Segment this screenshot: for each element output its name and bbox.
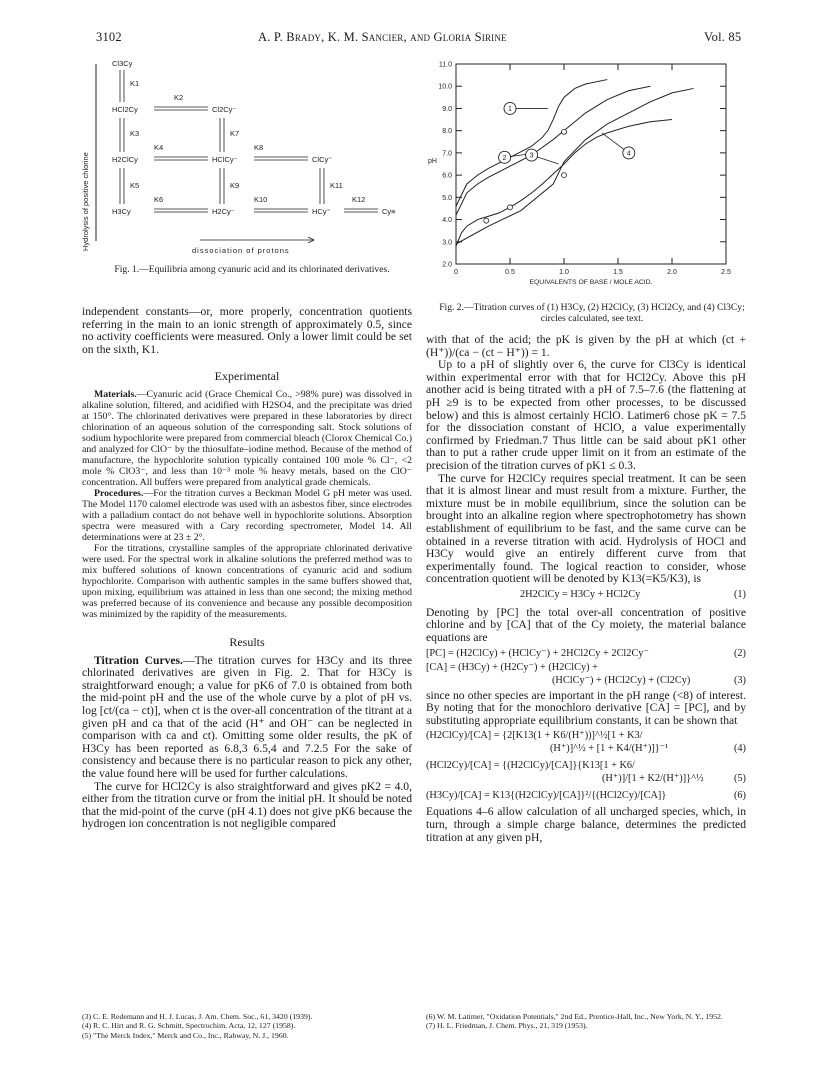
fig1-caption: Fig. 1.—Equilibria among cyanuric acid and its chlorinated derivatives. (114, 264, 390, 275)
k1: K1 (130, 79, 140, 88)
procedures-label: Procedures. (94, 487, 144, 499)
heading-results: Results (229, 634, 265, 649)
materials-text: —Cyanuric acid (Grace Chemical Co., >98% pure) was dissolved in alkaline solution, filtered, and acidified with H2SO4, and the precipitate was dried at 150°. The chlorinated derivatives were prepared in these laboratories by direct chlorination of an aqueous solution of the corresponding salt. Stock solutions of sodium hypochlorite were prepared from commercial bleach (Clorox Chemical Co.) and analyzed for ClO⁻ by the thiosulfate–iodine method. Because of the method of manufacture, the hypochlorite solution typically contained 100 mole % Cl⁻, <2 mole % ClO3⁻, and less than 10⁻³ mole % heavy metals, based on the ClO⁻ concentration. All buffers were prepared from analytical grade chemicals. (82, 388, 412, 488)
y-tick-label: 10.0 (438, 83, 452, 91)
right-footnotes (426, 1012, 746, 1031)
titrations-paragraph: For the titrations, crystalline samples of the appropriate chlorinated derivative were used. For the spectral work in alkaline solutions the preferred method was to mix buffered solutions of known concentrations of cyanuric acid and sodium hypochlorite. Comparison with authentic samples in the same buffers showed that, upon mixing, equilibrium was attained in less than one second; the mixing method was preferred because of its convenience and because any possible decomposition was minimized by the rapidity of the measurements. (82, 542, 412, 620)
right-p1: with that of the acid; the pK is given by the pH at which (ct + (H⁺))/(ca − (ct − H⁺)) = 1. (426, 333, 746, 359)
procedures-text: —For the titration curves a Beckman Model G pH meter was used. The Model 1170 calomel electrode was used with an asbestos fiber, since electrodes with a palladium contact do not behave well in hypochlorite solutions. Absorption spectra were measured with a Cary recording spectrometer, Model 14. All determinations were at 23 ± 2°. (82, 487, 412, 543)
y-tick-label: 7.0 (442, 150, 452, 158)
titration-curves-text: —The titration curves for H3Cy and its three chlorinated derivatives are given in Fig. 2. That for H3Cy is straightforward enough; a value for pK6 of 7.0 is obtained from both the mid-point pH and the use of the whole curve by a plot of pH vs. log [ct/(ca − ct)], when ct is the over-all concentration of the titrant at a given pH and ca that of the acid (H⁺ and OH⁻ can be neglected in comparison with ca and ct). Omitting some older results, the pK of H3Cy has been reported as 6.8,3 6.5,4 and 7.2.5 For the sake of consistency and because there is no particular reason to pick any other, the value found here will be used for further calculations. (82, 653, 412, 780)
hcl2cy-paragraph: The curve for HCl2Cy is also straightforward and gives pK2 = 4.0, either from the titration curve or from the initial pH. It should be noted that the mid-point of the curve (pH 4.1) does not give pK6 because the hydrogen ion concentration is not negligible compared (82, 779, 412, 831)
equation-5-line1: (HCl2Cy)/[CA] = {(H2ClCy)/[CA]}{K13[1 + K6/ (426, 760, 635, 772)
k10: K10 (254, 195, 268, 204)
x-tick-label: 1.0 (559, 269, 569, 276)
species-hclcy: HClCy⁻ (212, 155, 238, 164)
right-p3: The curve for H2ClCy requires special treatment. It can be seen that it is almost linear and must result from a mixture. Further, the mixture must be in mobile equilibrium, since the solution can be brought into an alkaline region where spectrophotometry has shown establishment of equilibrium to be fast, and the same curve can be obtained in a reverse titration with acid. Hydrolysis of HOCl and H3Cy would give an entirely different curve from that experimentally found. The logical reaction to consider, whose concentration quotient will be denoted by K13(=K5/K3), is (426, 471, 746, 586)
k9: K9 (230, 181, 240, 190)
curve-label-3: 3 (529, 152, 534, 160)
equation-5-number: (5) (733, 773, 746, 785)
curve-label-2: 2 (502, 154, 507, 162)
right-p2: Up to a pH of slightly over 6, the curve for Cl3Cy is identical within experimental error with that for HCl2Cy. Above this pH another acid is being titrated with a pH of 7.5–7.6 (the flattening at pH ≥9 is to be expected from other processes, to be discussed below) and this is almost certainly HClO. Latimer6 chose pK = 7.5 for the dissociation constant of HClO, a value experimentally confirmed by Friedman.7 Thus little can be said about pK1 other than to put a rather crude upper limit on it from an estimate of the precision of the titration curves of pK1 ≤ 0.3. (426, 358, 746, 472)
page-number: 3102 (96, 30, 122, 44)
footnote-3: (3) C. E. Redemann and H. J. Lucas, J. Am. Chem. Soc., 61, 3420 (1939). (82, 1012, 313, 1021)
k11: K11 (330, 181, 343, 190)
figure-1-diagram (82, 56, 412, 266)
footnote-5: (5) "The Merck Index," Merck and Co., Inc., Rahway, N. J., 1960. (82, 1030, 289, 1040)
x-tick-label: 0 (454, 269, 458, 276)
k12: K12 (352, 195, 366, 204)
fig2-caption: Fig. 2.—Titration curves of (1) H3Cy, (2) H2ClCy, (3) HCl2Cy, and (4) Cl3Cy; circles calculated, see text. (439, 302, 745, 324)
calculated-point (562, 129, 567, 134)
left-intro-paragraph: independent constants—or, more properly, concentration quotients referring in the main to an ionic strength of approximately 0.5, since no activity coefficients were measured. Only a lower limit could be set on the sixth, K1. (82, 305, 412, 356)
species-hcl2cy: HCl2Cy (112, 105, 138, 114)
right-p5: since no other species are important in the pH range (<8) of interest. By noting that for the monochloro derivative [CA] = [PC], and by substituting appropriate equilibrium constants, it can be shown that (426, 688, 746, 727)
equation-4-line1: (H2ClCy)/[CA] = {2[K13(1 + K6/(H⁺))]^½[1 + K3/ (426, 730, 643, 742)
calculated-point (484, 218, 489, 223)
species-cl3cy: Cl3Cy (112, 59, 133, 68)
calculated-point (508, 205, 513, 210)
equation-4-number: (4) (733, 743, 746, 755)
k8: K8 (254, 143, 264, 152)
y-tick-label: 2.0 (442, 261, 452, 269)
k2: K2 (174, 93, 184, 102)
k6: K6 (154, 195, 164, 204)
y-tick-label: 5.0 (442, 194, 452, 202)
curve-label-4: 4 (626, 150, 631, 158)
volume: Vol. 85 (704, 30, 742, 44)
k7: K7 (230, 129, 240, 138)
x-tick-label: 2.0 (667, 269, 677, 276)
left-footnotes (82, 1012, 412, 1040)
equation-2-number: (2) (733, 647, 746, 659)
species-clcy: ClCy⁼ (312, 155, 333, 164)
x-tick-label: 1.5 (613, 269, 623, 276)
equation-4-line2: (H⁺)]^½ + [1 + K4/(H⁺)]}⁻¹ (550, 743, 669, 755)
y-tick-label: 8.0 (442, 128, 452, 136)
k3: K3 (130, 129, 140, 138)
curve-1 (456, 80, 607, 207)
footnote-7: (7) H. L. Friedman, J. Chem. Phys., 21, 319 (1953). (426, 1021, 588, 1031)
y-tick-label: 4.0 (442, 217, 452, 225)
species-hcy: HCy⁼ (312, 207, 331, 216)
figure-2-chart (426, 56, 752, 296)
x-axis-label: EQUIVALENTS OF BASE / MOLE ACID. (529, 279, 653, 286)
right-p6: Equations 4–6 allow calculation of all uncharged species, which, in turn, through a simple charge balance, determines the predicted titration at any given pH, (426, 805, 746, 844)
running-authors: A. P. Brady, K. M. Sancier, and Gloria Sirine (258, 30, 507, 44)
curve-label-1: 1 (508, 105, 512, 113)
equation-3-line2: (HClCy⁻) + (HCl2Cy) + (Cl2Cy) (552, 674, 691, 686)
titration-curves-label: Titration Curves. (94, 653, 183, 667)
x-tick-label: 2.5 (721, 269, 731, 276)
k4: K4 (154, 143, 164, 152)
curve-3 (456, 120, 672, 247)
species-h3cy: H3Cy (112, 207, 131, 216)
fig1-bottom-label: dissociation of protons (192, 246, 290, 255)
species-cl2cy: Cl2Cy⁻ (212, 105, 237, 114)
right-p4: Denoting by [PC] the total over-all concentration of positive chlorine and by [CA] that of the Cy moiety, the material balance equations are (426, 605, 746, 645)
curve-2 (456, 86, 650, 215)
x-tick-label: 0.5 (505, 269, 515, 276)
calculated-point (562, 173, 567, 178)
y-tick-label: 3.0 (442, 239, 452, 247)
y-tick-label: 6.0 (442, 172, 452, 180)
footnote-4: (4) R. C. Hirt and R. G. Schmitt, Spectrochim. Acta, 12, 127 (1958). (82, 1021, 296, 1031)
fig1-side-label: Hydrolysis of positive chlorine (81, 152, 90, 251)
equation-6-number: (6) (733, 790, 746, 802)
equation-1: 2H2ClCy = H3Cy + HCl2Cy (520, 588, 641, 600)
heading-experimental: Experimental (214, 369, 280, 384)
materials-label: Materials. (94, 388, 137, 400)
species-h2cy: H2Cy⁻ (212, 207, 235, 216)
species-h2clcy: H2ClCy (112, 155, 138, 164)
y-tick-label: 9.0 (442, 105, 452, 113)
equation-5-line2: (H⁺)]/[1 + K2/(H⁺)]}^½ (602, 773, 704, 785)
equation-6: (H3Cy)/[CA] = K13{(H2ClCy)/[CA]}²/{(HCl2Cy)/[CA]} (426, 790, 667, 802)
equation-2: [PC] = (H2ClCy) + (HClCy⁻) + 2HCl2Cy + 2Cl2Cy⁻ (426, 647, 649, 659)
y-axis-label: pH (428, 157, 437, 165)
equation-3-line1: [CA] = (H3Cy) + (H2Cy⁻) + (H2ClCy) + (426, 661, 598, 673)
footnote-6: (6) W. M. Latimer, "Oxidation Potentials," 2nd Ed., Prentice-Hall, Inc., New York, N. Y., 1952. (426, 1012, 723, 1021)
y-tick-label: 11.0 (438, 61, 452, 69)
species-cy: Cy≡ (382, 207, 396, 216)
equation-1-number: (1) (733, 588, 746, 600)
equation-3-number: (3) (733, 674, 746, 686)
k5: K5 (130, 181, 140, 190)
